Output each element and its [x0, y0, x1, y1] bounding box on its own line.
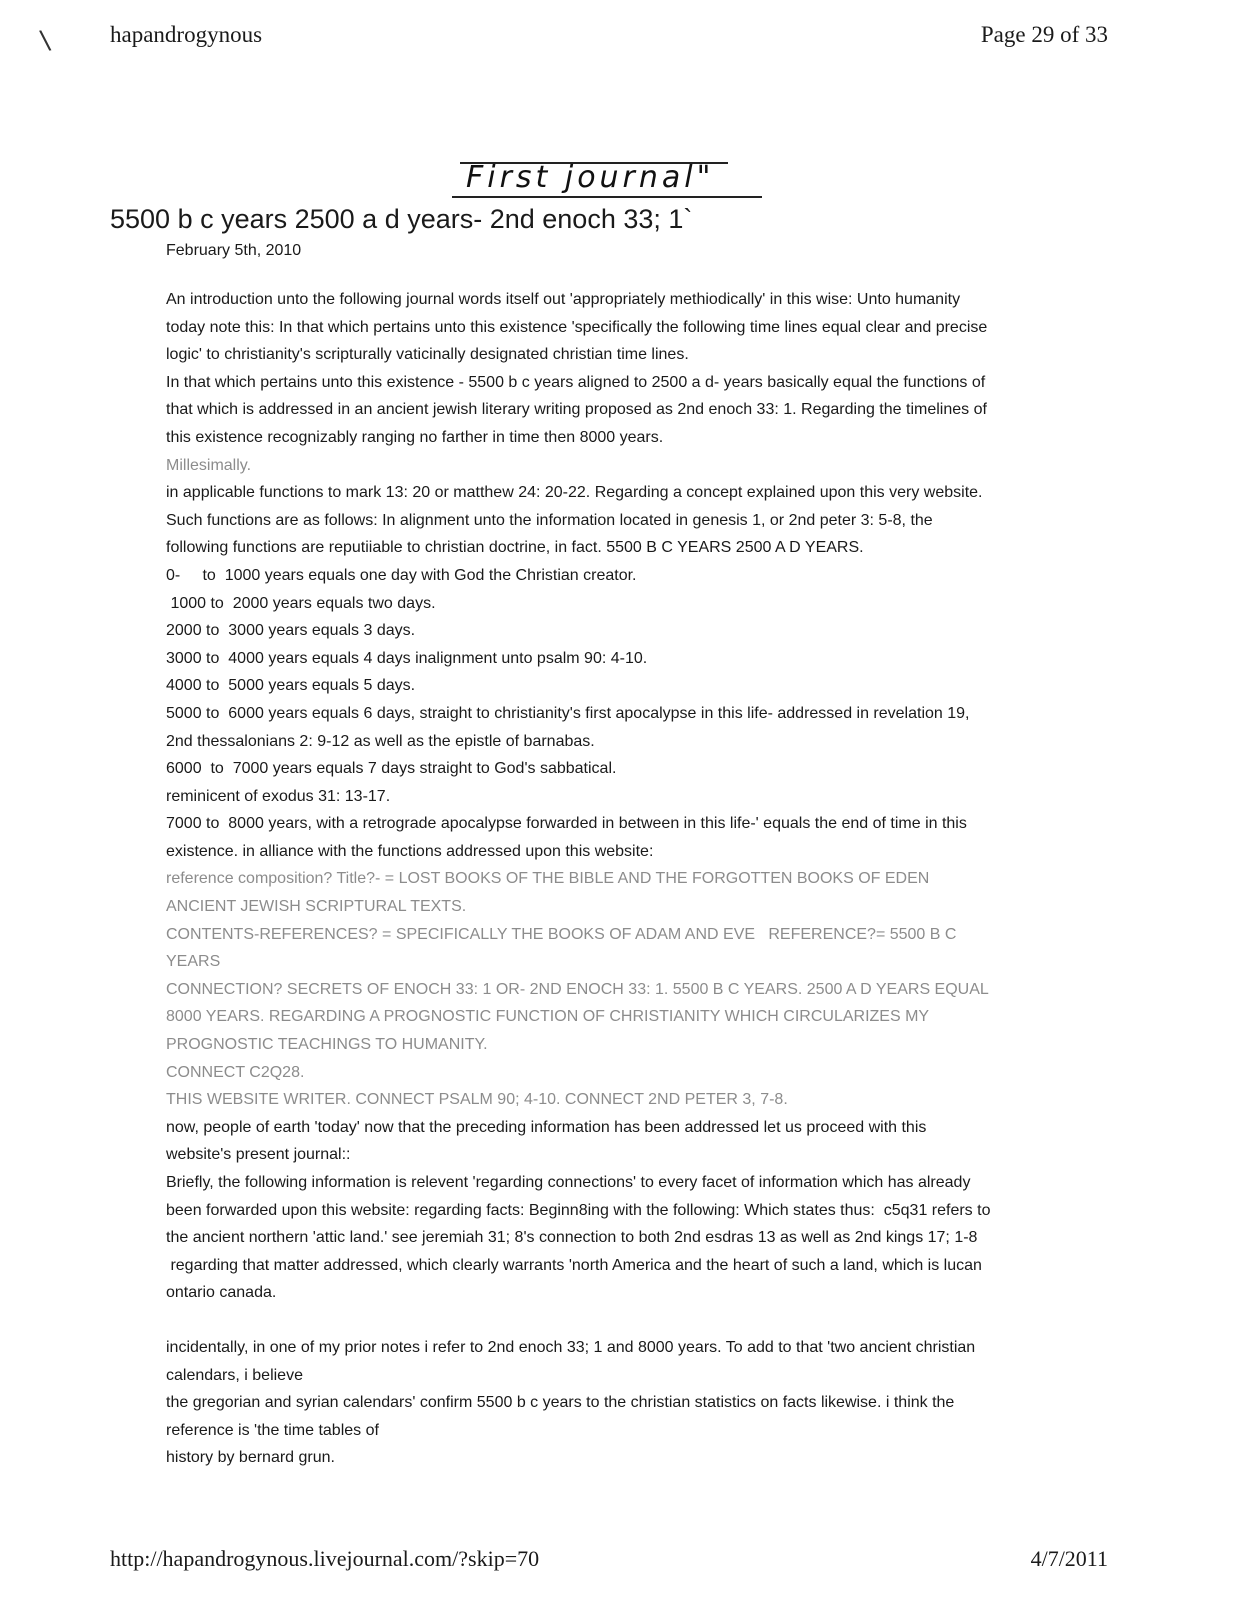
handwritten-annotation: First journal": [466, 160, 715, 195]
header-site-name: hapandrogynous: [110, 22, 263, 47]
body-line: reference composition? Title?- = LOST BOOKS OF THE BIBLE AND THE FORGOTTEN BOOKS OF EDEN: [166, 870, 930, 888]
body-line: the ancient northern 'attic land.' see jeremiah 31; 8's connection to both 2nd esdras 13 as well as 2nd kings 17; 1-8: [166, 1229, 978, 1247]
body-line: 3000 to 4000 years equals 4 days inalignment unto psalm 90: 4-10.: [166, 649, 648, 667]
body-line: logic' to christianity's scripturally vaticinally designated christian time lines.: [166, 346, 689, 364]
body-line: this existence recognizably ranging no farther in time then 8000 years.: [166, 428, 664, 446]
body-line: 7000 to 8000 years, with a retrograde apocalypse forwarded in between in this life-' equals the end of time in this: [166, 815, 967, 833]
body-line: CONNECT C2Q28.: [166, 1063, 305, 1081]
body-line: 4000 to 5000 years equals 5 days.: [166, 677, 416, 695]
body-line: ontario canada.: [166, 1284, 277, 1302]
body-line: CONNECTION? SECRETS OF ENOCH 33: 1 OR- 2ND ENOCH 33: 1. 5500 B C YEARS. 2500 A D YEARS EQUAL: [166, 980, 989, 998]
footer-date: 4/7/2011: [1030, 1546, 1108, 1571]
entry-title: 5500 b c years 2500 a d years- 2nd enoch 33; 1`: [110, 204, 693, 234]
body-line: 8000 YEARS. REGARDING A PROGNOSTIC FUNCTION OF CHRISTIANITY WHICH CIRCULARIZES MY: [166, 1008, 930, 1026]
body-line: 0- to 1000 years equals one day with God the Christian creator.: [166, 566, 637, 584]
footer-url: http://hapandrogynous.livejournal.com/?skip=70: [110, 1546, 540, 1571]
body-line: 5000 to 6000 years equals 6 days, straight to christianity's first apocalypse in this life- addressed in revelation 19,: [166, 704, 970, 722]
body-line: existence. in alliance with the functions addressed upon this website:: [166, 842, 654, 860]
body-line: Briefly, the following information is relevent 'regarding connections' to every facet of information which has already: [166, 1174, 971, 1191]
body-line: An introduction unto the following journal words itself out 'appropriately methiodically' in this wise: Unto humanity: [166, 291, 961, 308]
body-line: 1000 to 2000 years equals two days.: [166, 594, 436, 612]
body-line: Such functions are as follows: In alignment unto the information located in genesis 1, or 2nd peter 3: 5-8, the: [166, 511, 933, 529]
body-line: 6000 to 7000 years equals 7 days straight to God's sabbatical.: [166, 760, 617, 778]
body-line: the gregorian and syrian calendars' confirm 5500 b c years to the christian statistics on facts likewise. i think the: [166, 1394, 955, 1412]
body-line: In that which pertains unto this existence - 5500 b c years aligned to 2500 a d- years basically equal the functions of: [166, 373, 986, 391]
body-line: been forwarded upon this website: regarding facts: Beginn8ing with the following: Which states thus: c5q31 refers to: [166, 1201, 991, 1219]
journal-body: [166, 286, 1126, 1472]
body-line: incidentally, in one of my prior notes i refer to 2nd enoch 33; 1 and 8000 years. To add to that 'two ancient christian: [166, 1338, 976, 1356]
body-line: now, people of earth 'today' now that the preceding information has been addressed let us proceed with this: [166, 1118, 927, 1136]
body-line: reminicent of exodus 31: 13-17.: [166, 787, 391, 805]
body-line: PROGNOSTIC TEACHINGS TO HUMANITY.: [166, 1036, 488, 1054]
paragraph-gap: [166, 1307, 1126, 1334]
body-line: history by bernard grun.: [166, 1449, 335, 1467]
body-line: Millesimally.: [166, 456, 252, 474]
body-line: ANCIENT JEWISH SCRIPTURAL TEXTS.: [166, 898, 467, 916]
body-line: in applicable functions to mark 13: 20 or matthew 24: 20-22. Regarding a concept explained upon this very website.: [166, 484, 983, 502]
body-line: website's present journal::: [166, 1146, 351, 1164]
header-page-number: Page 29 of 33: [980, 22, 1108, 47]
corner-mark-icon: ∖: [33, 24, 55, 58]
body-line: reference is 'the time tables of: [166, 1421, 379, 1439]
body-line: THIS WEBSITE WRITER. CONNECT PSALM 90; 4-10. CONNECT 2ND PETER 3, 7-8.: [166, 1091, 788, 1109]
body-line: calendars, i believe: [166, 1366, 303, 1384]
body-line: today note this: In that which pertains unto this existence 'specifically the following time lines equal clear and precise: [166, 318, 988, 336]
entry-date: February 5th, 2010: [166, 242, 302, 259]
handwritten-underline: [452, 196, 762, 198]
body-line: 2000 to 3000 years equals 3 days.: [166, 622, 416, 640]
body-line: 2nd thessalonians 2: 9-12 as well as the epistle of barnabas.: [166, 732, 595, 750]
body-line: that which is addressed in an ancient jewish literary writing proposed as 2nd enoch 33: 1. Regarding the timelines of: [166, 401, 987, 419]
body-line: following functions are reputiiable to christian doctrine, in fact. 5500 B C YEARS 2500 A D YEARS.: [166, 539, 864, 557]
body-line: regarding that matter addressed, which clearly warrants 'north America and the heart of such a land, which is lucan: [166, 1256, 982, 1274]
body-line: YEARS: [166, 953, 221, 971]
body-line: CONTENTS-REFERENCES? = SPECIFICALLY THE BOOKS OF ADAM AND EVE REFERENCE?= 5500 B C: [166, 925, 957, 943]
